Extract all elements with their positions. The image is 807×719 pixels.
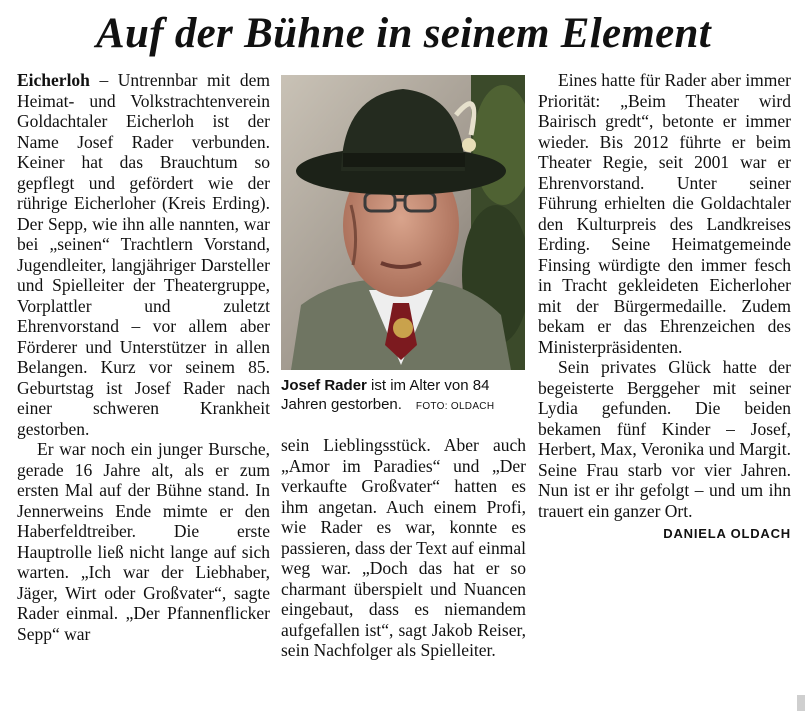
caption-text: ist im Alter von 84 Jahren gestorben. [281, 377, 490, 413]
photo-credit: FOTO: OLDACH [415, 401, 495, 412]
article-column-3 [538, 70, 791, 545]
article-headline: Auf der Bühne in seinem Element [96, 10, 711, 57]
paragraph: sein Lieblingsstück. Aber auch „Amor im Paradies“ und „Der verkaufte Großvater“ hatten es ihm angetan. Auch einem Profi, wie Rader es war, konnte es passieren, dass der Text auf einmal weg war. „Doch das hat er so charmant überspielt und Nuancen eingebaut, dass es niemandem aufgefallen ist“, sagt Jakob Reiser, sein Nachfolger als Spielleiter. [281, 435, 526, 660]
portrait-photo [281, 75, 525, 370]
paragraph-text: – Untrennbar mit dem Heimat- und Volkstrachtenverein Goldachtaler Eicherloh ist der Name Josef Rader verbunden. Keiner hat das Brauchtum so gepflegt und gefördert wie der rührige Eicherloher (Kreis Erding). Der Sepp, wie ihn alle nannten, war bei „seinen“ Trachtlern Vorstand, Jugendleiter, langjähriger Darsteller und Spielleiter der Theatergruppe, Vorplattler und zuletzt Ehrenvorstand – vor allem aber Förderer und Unterstützer in allen Belangen. Kurz vor seinem 85. Geburtstag ist Josef Rader nach einer schweren Krankheit gestorben. [17, 70, 270, 439]
paragraph [17, 70, 270, 439]
caption-name: Josef Rader [281, 377, 367, 394]
paragraph: Er war noch ein junger Bursche, gerade 16 Jahre alt, als er zum ersten Mal auf der Bühne stand. In Jennerweins Ende mimte er den Haberfeldtreiber. Die erste Hauptrolle ließ nicht lange auf sich warten. „Ich war der Liebhaber, Jäger, Wirt oder Großvater“, sagte Rader einmal. „Der Pfannenflicker Sepp“ war [17, 439, 270, 644]
page-edge-mark [797, 695, 805, 711]
photo-caption [281, 376, 526, 416]
portrait-photo-image [281, 75, 525, 370]
article-column-1 [17, 70, 270, 644]
dateline: Eicherloh [17, 70, 90, 90]
paragraph: Sein privates Glück hatte der begeisterte Berggeher mit seiner Lydia gefunden. Die beiden bekamen fünf Kinder – Josef, Herbert, Max, Veronika und Margit. Seine Frau starb vor vier Jahren. Nun ist er ihr gefolgt – und um ihn trauert ein ganzer Ort. [538, 357, 791, 521]
paragraph: Eines hatte für Rader aber immer Priorität: „Beim Theater wird Bairisch gredt“, betonte er immer wieder. Bis 2012 führte er beim Theater Regie, seit 2001 war er Ehrenvorstand. Unter seiner Führung erhielten die Goldachtaler den Kulturpreis des Landkreises Erding. Seine Heimatgemeinde Finsing würdigte den immer fesch in Tracht gekleideten Eicherloher mit der Bürgermedaille. Zudem bekam er das Ehrenzeichen des Ministerpräsidenten. [538, 70, 791, 357]
author-byline: DANIELA OLDACH [663, 526, 791, 541]
article-column-2 [281, 435, 526, 661]
